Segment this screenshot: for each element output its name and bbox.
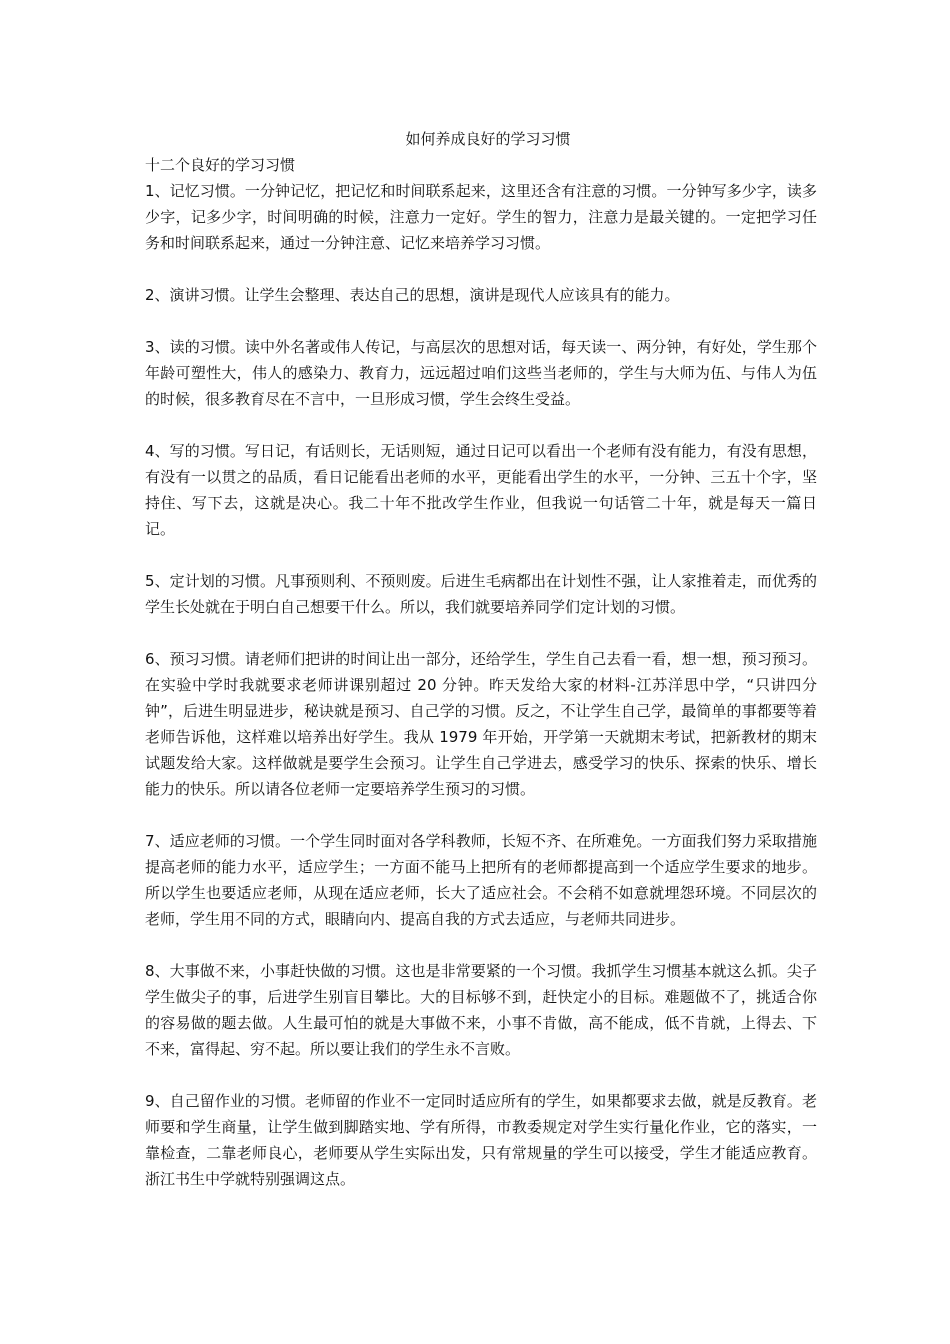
document-subtitle: 十二个良好的学习习惯 [145, 156, 296, 174]
paragraph-5: 5、定计划的习惯。凡事预则利、不预则废。后进生毛病都出在计划性不强，让人家推着走，而优秀的学生长处就在于明白自己想要干什么。所以，我们就要培养同学们定计划的习惯。 [145, 572, 817, 616]
paragraph-9: 9、自己留作业的习惯。老师留的作业不一定同时适应所有的学生，如果都要求去做，就是反教育。老师要和学生商量，让学生做到脚踏实地、学有所得，市教委规定对学生实行量化作业，它的落实，一靠检查，二靠老师良心，老师要从学生实际出发，只有常规量的学生可以接受，学生才能适应教育。浙江书生中学就特别强调这点。 [145, 1092, 817, 1188]
paragraph-6: 6、预习习惯。请老师们把讲的时间让出一部分，还给学生，学生自己去看一看，想一想，预习预习。在实验中学时我就要求老师讲课别超过 20 分钟。昨天发给大家的材料-江苏洋思中学，“只讲四分钟”，后进生明显进步，秘诀就是预习、自己学的习惯。反之，不让学生自己学，最简单的事都要等着老师告诉他，这样难以培养出好学生。我从 1979 年开始，开学第一天就期末考试，把新教材的期末试题发给大家。这样做就是要学生会预习。让学生自己学进去，感受学习的快乐、探索的快乐、增长能力的快乐。所以请各位老师一定要培养学生预习的习惯。 [145, 650, 817, 798]
document-title: 如何养成良好的学习习惯 [405, 130, 571, 148]
paragraph-3: 3、读的习惯。读中外名著或伟人传记，与高层次的思想对话，每天读一、两分钟，有好处，学生那个年龄可塑性大，伟人的感染力、教育力，远远超过咱们这些当老师的，学生与大师为伍、与伟人为伍的时候，很多教育尽在不言中，一旦形成习惯，学生会终生受益。 [145, 338, 817, 408]
paragraph-7: 7、适应老师的习惯。一个学生同时面对各学科教师，长短不齐、在所难免。一方面我们努力采取措施提高老师的能力水平，适应学生；一方面不能马上把所有的老师都提高到一个适应学生要求的地步。所以学生也要适应老师，从现在适应老师，长大了适应社会。不会稍不如意就埋怨环境。不同层次的老师，学生用不同的方式，眼睛向内、提高自我的方式去适应，与老师共同进步。 [145, 832, 817, 928]
document-body [145, 126, 817, 1192]
paragraph-1: 1、记忆习惯。一分钟记忆，把记忆和时间联系起来，这里还含有注意的习惯。一分钟写多少字，读多少字，记多少字，时间明确的时候，注意力一定好。学生的智力，注意力是最关键的。一定把学习任务和时间联系起来，通过一分钟注意、记忆来培养学习习惯。 [145, 182, 817, 252]
paragraph-8: 8、大事做不来，小事赶快做的习惯。这也是非常要紧的一个习惯。我抓学生习惯基本就这么抓。尖子学生做尖子的事，后进学生别盲目攀比。大的目标够不到，赶快定小的目标。难题做不了，挑适合你的容易做的题去做。人生最可怕的就是大事做不来，小事不肯做，高不能成，低不肯就，上得去、下不来，富得起、穷不起。所以要让我们的学生永不言败。 [145, 962, 817, 1058]
paragraph-4: 4、写的习惯。写日记，有话则长，无话则短，通过日记可以看出一个老师有没有能力，有没有思想，有没有一以贯之的品质，看日记能看出老师的水平，更能看出学生的水平，一分钟、三五十个字，坚持住、写下去，这就是决心。我二十年不批改学生作业，但我说一句话管二十年，就是每天一篇日记。 [145, 442, 817, 538]
paragraph-2: 2、演讲习惯。让学生会整理、表达自己的思想，演讲是现代人应该具有的能力。 [145, 286, 680, 304]
